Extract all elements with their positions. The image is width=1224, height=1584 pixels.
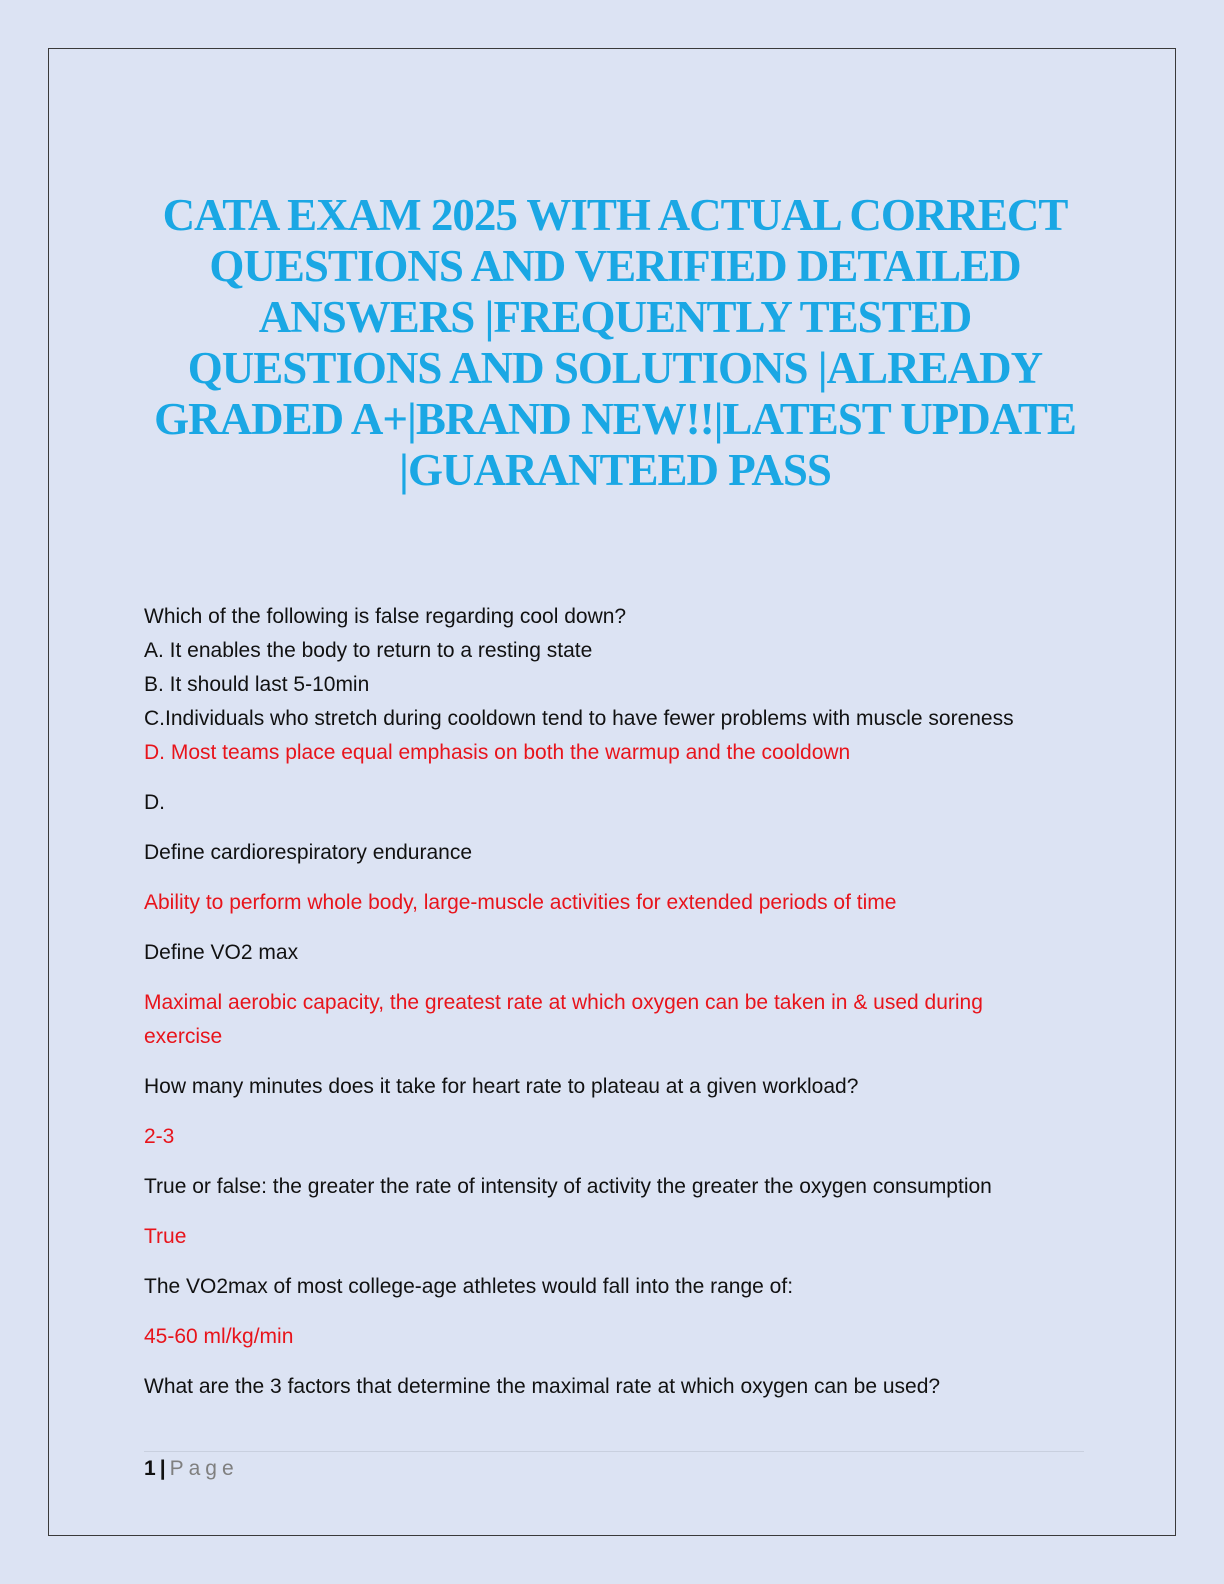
answer-text-continued: exercise <box>144 1025 223 1048</box>
title-line: GRADED A+|BRAND NEW!!|LATEST UPDATE <box>154 394 1076 444</box>
answer-option: A. It enables the body to return to a resting state <box>144 639 593 662</box>
title-line: ANSWERS |FREQUENTLY TESTED <box>258 292 972 342</box>
question-text: How many minutes does it take for heart rate to plateau at a given workload? <box>144 1075 859 1098</box>
answer-text: 2-3 <box>144 1125 175 1148</box>
answer-text: Maximal aerobic capacity, the greatest rate at which oxygen can be taken in & used during <box>144 991 983 1014</box>
question-text: Define VO2 max <box>144 941 299 964</box>
document-body <box>144 600 1084 1404</box>
title-line: |GUARANTEED PASS <box>399 445 831 495</box>
answer-option: C.Individuals who stretch during cooldown tend to have fewer problems with muscle soreness <box>144 707 1014 730</box>
answer-option: B. It should last 5-10min <box>144 673 370 696</box>
title-line: QUESTIONS AND SOLUTIONS |ALREADY <box>187 343 1043 393</box>
document-title <box>110 190 1120 496</box>
footer-divider <box>144 1451 1084 1452</box>
answer-text: D. <box>144 791 165 814</box>
footer-separator: | <box>159 1457 166 1480</box>
title-line: CATA EXAM 2025 WITH ACTUAL CORRECT <box>162 190 1068 240</box>
question-text: What are the 3 factors that determine the maximal rate at which oxygen can be used? <box>144 1375 941 1398</box>
question-text: Define cardiorespiratory endurance <box>144 841 473 864</box>
answer-text: True <box>144 1225 187 1248</box>
question-text: True or false: the greater the rate of intensity of activity the greater the oxygen consumption <box>144 1175 992 1198</box>
title-line: QUESTIONS AND VERIFIED DETAILED <box>209 241 1021 291</box>
page-label: Page <box>169 1457 239 1480</box>
question-text: Which of the following is false regarding cool down? <box>144 605 627 628</box>
question-text: The VO2max of most college-age athletes would fall into the range of: <box>144 1275 794 1298</box>
answer-text: 45-60 ml/kg/min <box>144 1325 294 1348</box>
page-footer <box>144 1455 239 1483</box>
answer-text: Ability to perform whole body, large-muscle activities for extended periods of time <box>144 891 897 914</box>
page-number: 1 <box>144 1457 156 1480</box>
correct-option: D. Most teams place equal emphasis on both the warmup and the cooldown <box>144 741 851 764</box>
